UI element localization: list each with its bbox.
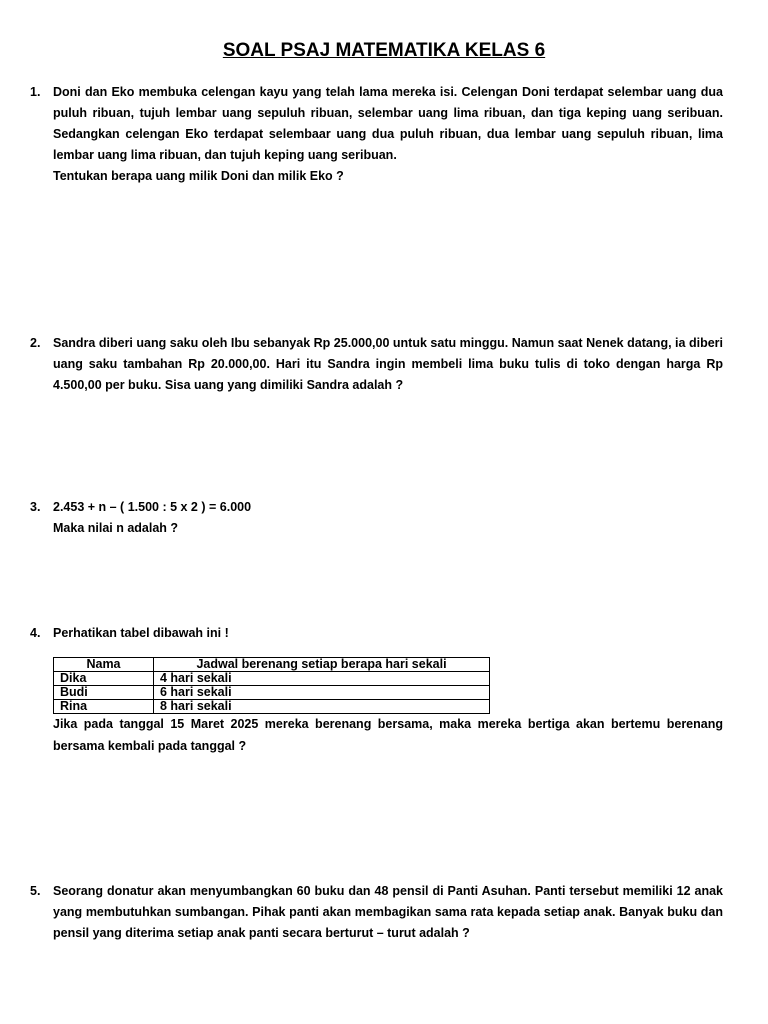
question-5 bbox=[30, 881, 723, 944]
table-cell: 6 hari sekali bbox=[154, 686, 490, 700]
question-4 bbox=[30, 623, 723, 644]
question-text: Seorang donatur akan menyumbangkan 60 buku dan 48 pensil di Panti Asuhan. Panti tersebut memiliki 12 anak yang membutuhkan sumbangan. Pihak panti akan membagikan sama rata kepada setiap anak. Banyak buku dan pensil yang diterima setiap anak panti secara berturut – turut adalah ? bbox=[53, 884, 723, 940]
question-text: Doni dan Eko membuka celengan kayu yang telah lama mereka isi. Celengan Doni terdapat selembar uang dua puluh ribuan, tujuh lembar uang sepuluh ribuan, selembar uang lima ribuan, dan tiga keping uang seribuan. Sedangkan celengan Eko terdapat selembaar uang dua puluh ribuan, dua lembar uang sepuluh ribuan, lima lembar uang lima ribuan, dan tujuh keping uang seribuan. bbox=[53, 85, 723, 162]
question-3 bbox=[30, 497, 723, 539]
question-1 bbox=[30, 82, 723, 187]
question-number: 2. bbox=[30, 336, 41, 350]
table-row bbox=[54, 686, 490, 700]
question-text: 2.453 + n – ( 1.500 : 5 x 2 ) = 6.000 bbox=[53, 500, 252, 514]
question-number: 3. bbox=[30, 500, 41, 514]
column-header-name: Nama bbox=[54, 658, 154, 672]
table-cell: Rina bbox=[54, 700, 154, 714]
table-cell: 8 hari sekali bbox=[154, 700, 490, 714]
question-prompt: Maka nilai n adalah ? bbox=[53, 521, 179, 535]
page-title: SOAL PSAJ MATEMATIKA KELAS 6 bbox=[222, 40, 546, 61]
table-cell: Dika bbox=[54, 672, 154, 686]
table-header-row bbox=[54, 658, 490, 672]
question-prompt: Tentukan berapa uang milik Doni dan milik Eko ? bbox=[53, 169, 344, 183]
table-row bbox=[54, 700, 490, 714]
column-header-schedule: Jadwal berenang setiap berapa hari sekali bbox=[154, 658, 490, 672]
question-text: Sandra diberi uang saku oleh Ibu sebanyak Rp 25.000,00 untuk satu minggu. Namun saat Nenek datang, ia diberi uang saku tambahan Rp 20.000,00. Hari itu Sandra ingin membeli lima buku tulis di toko dengan harga Rp 4.500,00 per buku. Sisa uang yang dimiliki Sandra adalah ? bbox=[53, 336, 723, 392]
question-number: 5. bbox=[30, 884, 41, 898]
table-cell: 4 hari sekali bbox=[154, 672, 490, 686]
question-number: 4. bbox=[30, 626, 41, 640]
question-text: Perhatikan tabel dibawah ini ! bbox=[53, 626, 229, 640]
swim-schedule-table bbox=[53, 657, 490, 714]
question-number: 1. bbox=[30, 85, 41, 99]
table-cell: Budi bbox=[54, 686, 154, 700]
table-row bbox=[54, 672, 490, 686]
question-2 bbox=[30, 333, 723, 396]
question-prompt: Jika pada tanggal 15 Maret 2025 mereka berenang bersama, maka mereka bertiga akan bertemu berenang bersama kembali pada tanggal ? bbox=[53, 717, 723, 753]
